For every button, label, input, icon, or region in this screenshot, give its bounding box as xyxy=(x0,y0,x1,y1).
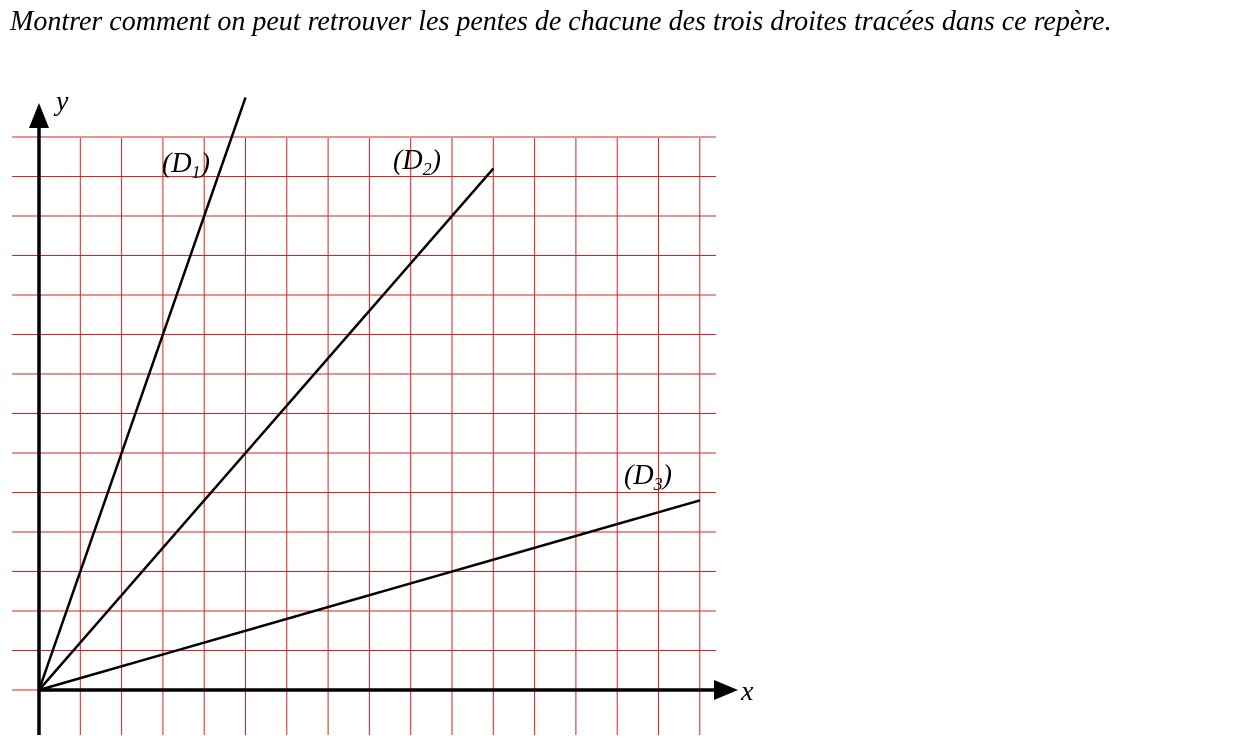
grid xyxy=(12,137,716,735)
line-labels xyxy=(162,145,672,494)
x-axis-arrow-icon xyxy=(714,680,738,700)
line-label-d1: $(D_1)$ xyxy=(162,148,210,182)
x-axis-label: x xyxy=(741,676,754,707)
line-d2 xyxy=(39,169,493,690)
line-label-d2: $(D_2)$ xyxy=(393,145,441,179)
y-axis-arrow-icon xyxy=(29,103,49,128)
axes xyxy=(29,86,754,735)
line-d1 xyxy=(39,98,246,691)
y-axis-label: y xyxy=(56,86,69,117)
exercise-instruction: Montrer comment on peut retrouver les pentes de chacune des trois droites tracées dans ce repère. xyxy=(10,6,1112,37)
line-label-d3: $(D_3)$ xyxy=(624,460,672,494)
